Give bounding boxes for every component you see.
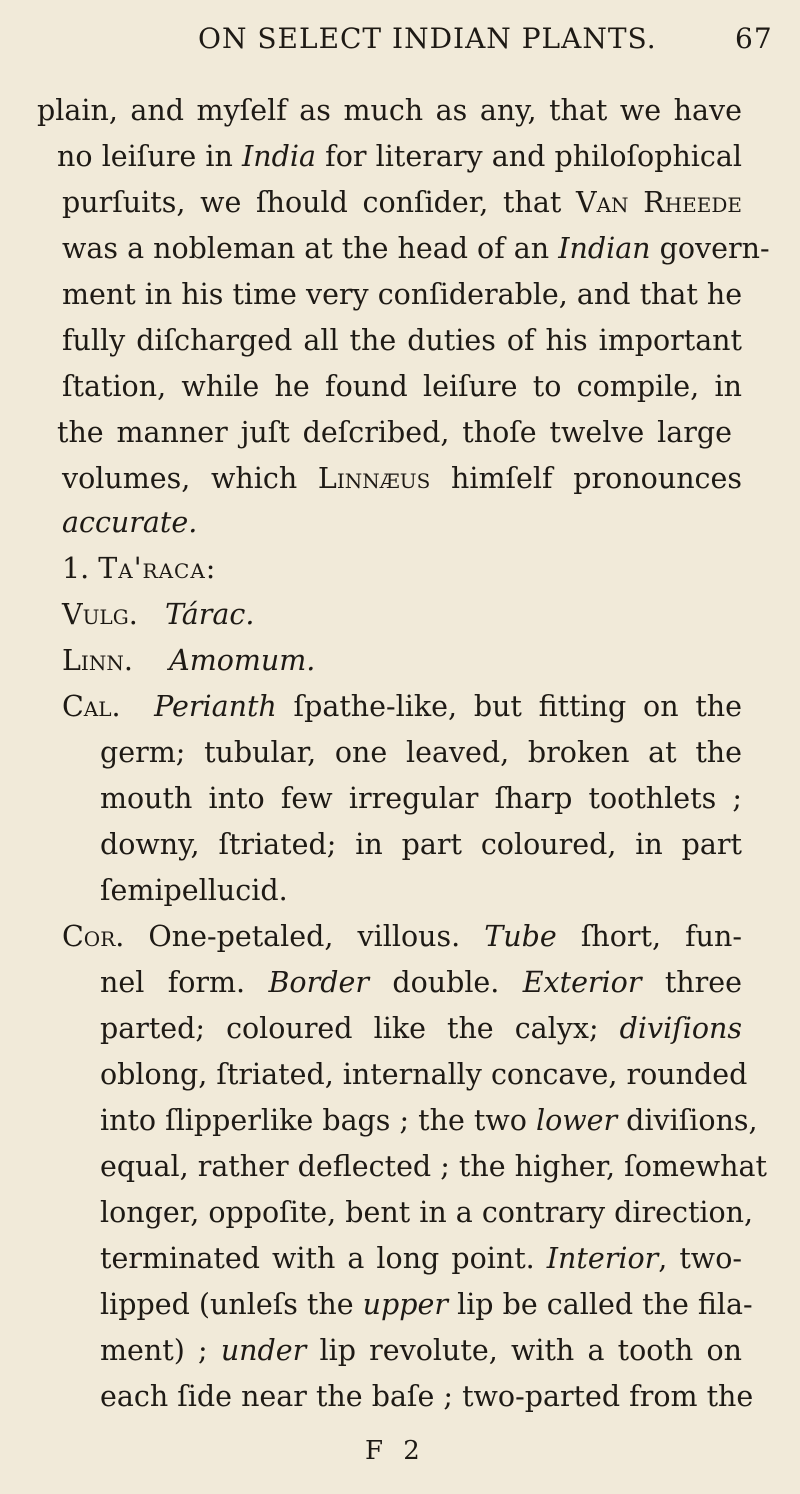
text-line: Cor. One-petaled, villous. Tube ſhort, fun- [62,920,742,953]
text-line: lipped (unleſs the upper lip be called the fila- [100,1288,753,1321]
text-line: nel form. Border double. Exterior three [100,966,742,999]
text-line: volumes, which Linnæus himſelf pronounces [62,462,742,495]
text-line: no leiſure in India for literary and philoſophical [57,140,742,173]
text-line: each ſide near the baſe ; two-parted from the [100,1380,754,1413]
page-header [0,22,800,62]
text-line: ment in his time very conſiderable, and that he [62,278,743,311]
vernacular-name: Vulg. Tárac. [62,598,255,631]
text-line: plain, and myſelf as much as any, that we have [37,94,742,127]
text-line: Cal. Perianth ſpathe-like, but fitting on the [62,690,742,723]
text-line: ment) ; under lip revolute, with a tooth on [100,1334,742,1367]
text-line: into ſlipperlike bags ; the two lower diviſions, [100,1104,758,1137]
text-line: was a nobleman at the head of an Indian govern- [62,232,770,265]
text-line: oblong, ſtriated, internally concave, rounded [100,1058,748,1091]
page-number: 67 [735,22,773,55]
text-line: accurate. [62,506,198,539]
text-line: ſemipellucid. [100,874,288,907]
text-line: parted; coloured like the calyx; diviſions [100,1012,742,1045]
text-line: fully diſcharged all the duties of his important [62,324,742,357]
text-line: terminated with a long point. Interior, two- [100,1242,742,1275]
signature-mark: F 2 [365,1436,426,1466]
text-line: downy, ſtriated; in part coloured, in part [100,828,742,861]
linnaean-name: Linn. Amomum. [62,644,316,677]
text-line: longer, oppoſite, bent in a contrary direction, [100,1196,754,1229]
running-head: ON SELECT INDIAN PLANTS. [198,22,657,55]
text-line: equal, rather deflected ; the higher, ſomewhat [100,1150,767,1183]
entry-heading: 1. Ta'raca: [62,552,217,585]
text-line: ſtation, while he found leiſure to compile, in [62,370,742,403]
text-line: the manner juſt deſcribed, thoſe twelve large [57,416,732,449]
text-line: mouth into few irregular ſharp toothlets ; [100,782,742,815]
text-line: purſuits, we ſhould conſider, that Van Rheede [62,186,742,219]
text-line: germ; tubular, one leaved, broken at the [100,736,742,769]
